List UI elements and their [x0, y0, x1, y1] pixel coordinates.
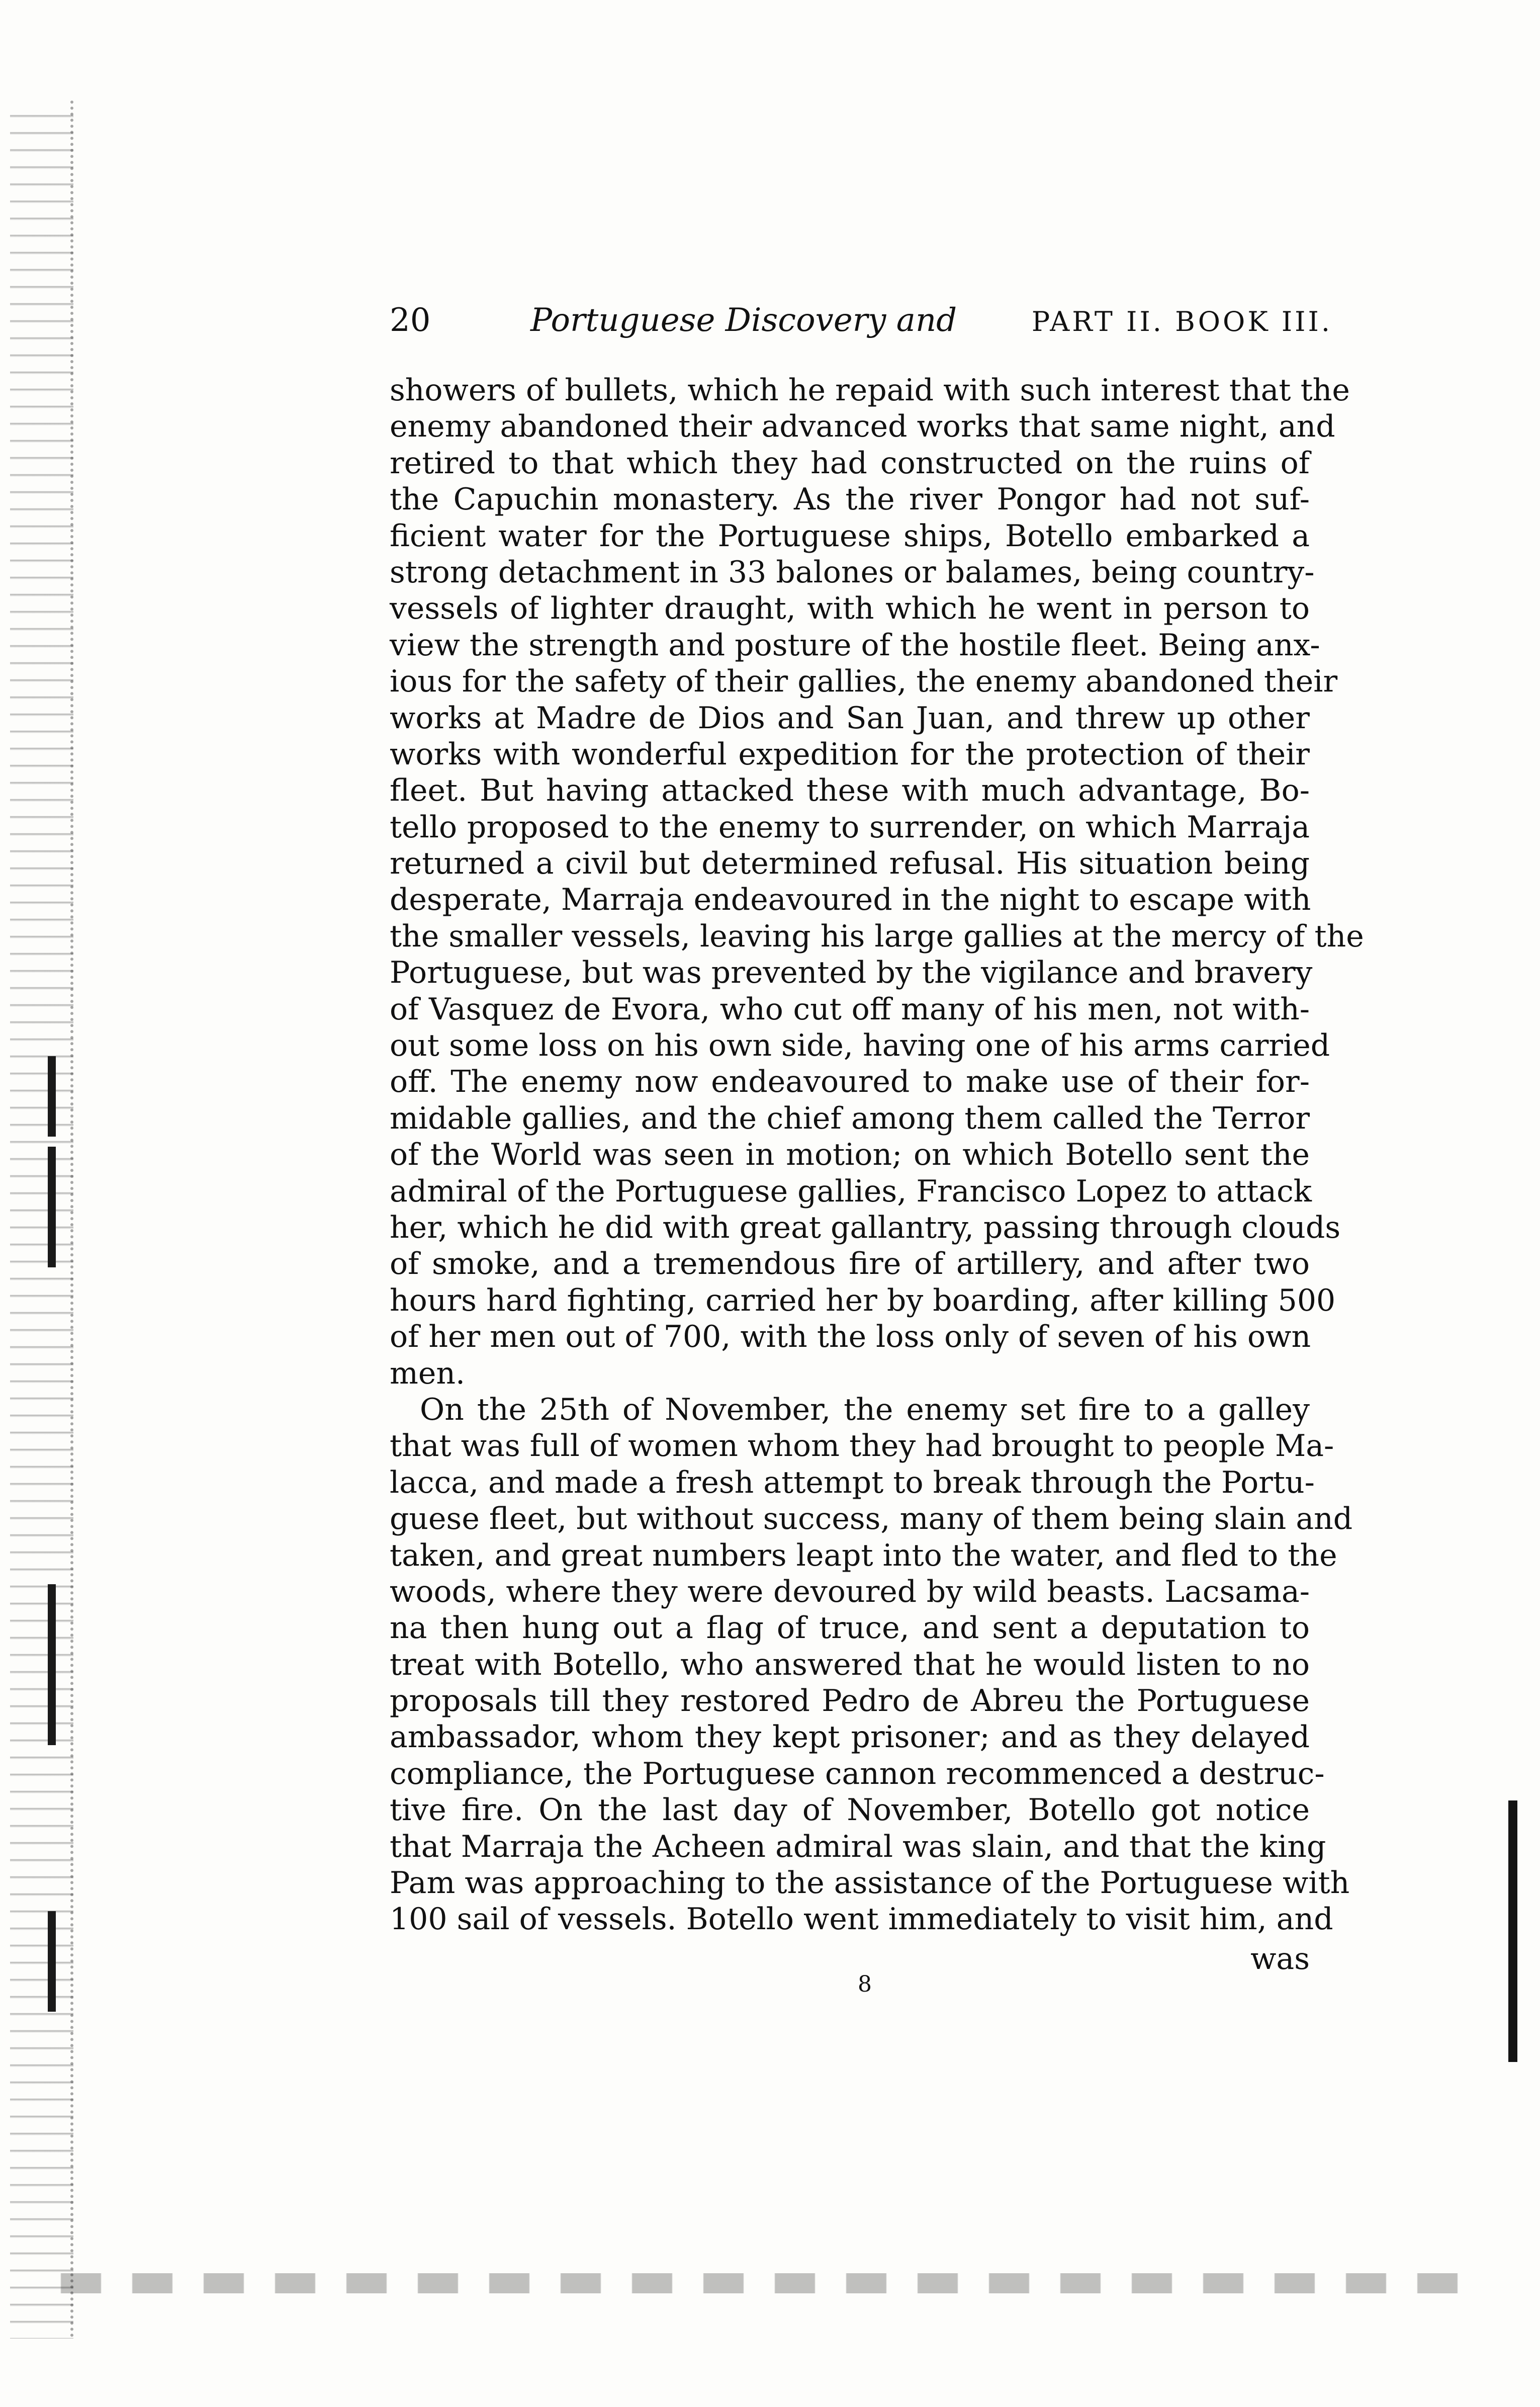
text-line: works with wonderful expedition for the protection of their: [390, 736, 1310, 772]
text-line: desperate, Marraja endeavoured in the night to escape with: [390, 882, 1311, 918]
scanned-binding-edge: [10, 101, 73, 2339]
text-line: tive fire. On the last day of November, Botello got notice: [390, 1792, 1310, 1828]
text-line: men.: [390, 1355, 466, 1391]
text-line: the Capuchin monastery. As the river Pongor had not suf-: [390, 482, 1310, 518]
scanned-right-edge-mark: [1508, 1800, 1517, 2062]
text-line: retired to that which they had constructed on the ruins of: [390, 445, 1310, 481]
text-line: ficient water for the Portuguese ships, Botello embarked a: [390, 518, 1310, 554]
text-line: compliance, the Portuguese cannon recommenced a destruc-: [390, 1756, 1325, 1791]
text-line: of her men out of 700, with the loss only of seven of his own: [390, 1319, 1311, 1355]
text-line: proposals till they restored Pedro de Abreu the Portuguese: [390, 1683, 1310, 1719]
body-text: [390, 372, 1364, 1938]
text-line: midable gallies, and the chief among them called the Terror: [390, 1100, 1310, 1136]
text-line: na then hung out a flag of truce, and sent a deputation to: [390, 1610, 1310, 1646]
scanned-bottom-edge: [30, 2273, 1488, 2293]
running-title: Portuguese Discovery and: [530, 302, 957, 339]
running-section: PART II. BOOK III.: [1031, 306, 1332, 337]
text-line: Pam was approaching to the assistance of the Portuguese with: [390, 1865, 1350, 1901]
binding-shadow-mark: [48, 1147, 56, 1267]
binding-shadow-mark: [48, 1911, 56, 2012]
text-line: of Vasquez de Evora, who cut off many of his men, not with-: [390, 991, 1310, 1027]
text-line: fleet. But having attacked these with much advantage, Bo-: [390, 773, 1310, 809]
running-header: [390, 302, 1332, 347]
text-line: returned a civil but determined refusal. His situation being: [390, 846, 1310, 882]
text-line: 100 sail of vessels. Botello went immediately to visit him, and: [390, 1902, 1333, 1937]
text-line: view the strength and posture of the hostile fleet. Being anx-: [390, 627, 1320, 663]
text-line: that Marraja the Acheen admiral was slain, and that the king: [390, 1829, 1326, 1864]
page-number: 20: [390, 302, 431, 339]
text-line: that was full of women whom they had brought to people Ma-: [390, 1428, 1334, 1464]
text-line: of smoke, and a tremendous fire of artillery, and after two: [390, 1246, 1310, 1282]
text-line: tello proposed to the enemy to surrender, on which Marraja: [390, 809, 1310, 845]
text-line: hours hard fighting, carried her by boarding, after killing 500: [390, 1282, 1336, 1318]
text-line: ious for the safety of their gallies, the enemy abandoned their: [390, 664, 1338, 700]
text-line: the smaller vessels, leaving his large gallies at the mercy of the: [390, 918, 1364, 954]
text-line: strong detachment in 33 balones or balames, being country-: [390, 554, 1315, 590]
binding-shadow-mark: [48, 1056, 56, 1137]
text-line: treat with Botello, who answered that he would listen to no: [390, 1647, 1310, 1682]
text-line: vessels of lighter draught, with which he went in person to: [390, 591, 1310, 627]
text-line: showers of bullets, which he repaid with such interest that the: [390, 373, 1350, 408]
binding-shadow-mark: [48, 1584, 56, 1745]
text-line: lacca, and made a fresh attempt to break through the Portu-: [390, 1465, 1315, 1500]
text-line: off. The enemy now endeavoured to make use of their for-: [390, 1064, 1310, 1100]
text-line: ambassador, whom they kept prisoner; and as they delayed: [390, 1720, 1310, 1755]
text-line: of the World was seen in motion; on which Botello sent the: [390, 1137, 1310, 1173]
text-line: her, which he did with great gallantry, passing through clouds: [390, 1210, 1341, 1245]
text-line: woods, where they were devoured by wild beasts. Lacsama-: [390, 1574, 1310, 1609]
text-line: enemy abandoned their advanced works that same night, and: [390, 409, 1335, 445]
text-line: admiral of the Portuguese gallies, Francisco Lopez to attack: [390, 1173, 1312, 1209]
text-line: guese fleet, but without success, many of them being slain and: [390, 1501, 1353, 1537]
text-line: works at Madre de Dios and San Juan, and threw up other: [390, 700, 1310, 736]
text-line: On the 25th of November, the enemy set fire to a galley: [420, 1392, 1310, 1427]
signature-mark: 8: [858, 1971, 872, 1997]
text-line: Portuguese, but was prevented by the vigilance and bravery: [390, 955, 1313, 991]
catchword: was: [1250, 1941, 1310, 1976]
text-line: taken, and great numbers leapt into the water, and fled to the: [390, 1537, 1337, 1573]
text-line: out some loss on his own side, having one of his arms carried: [390, 1028, 1330, 1064]
